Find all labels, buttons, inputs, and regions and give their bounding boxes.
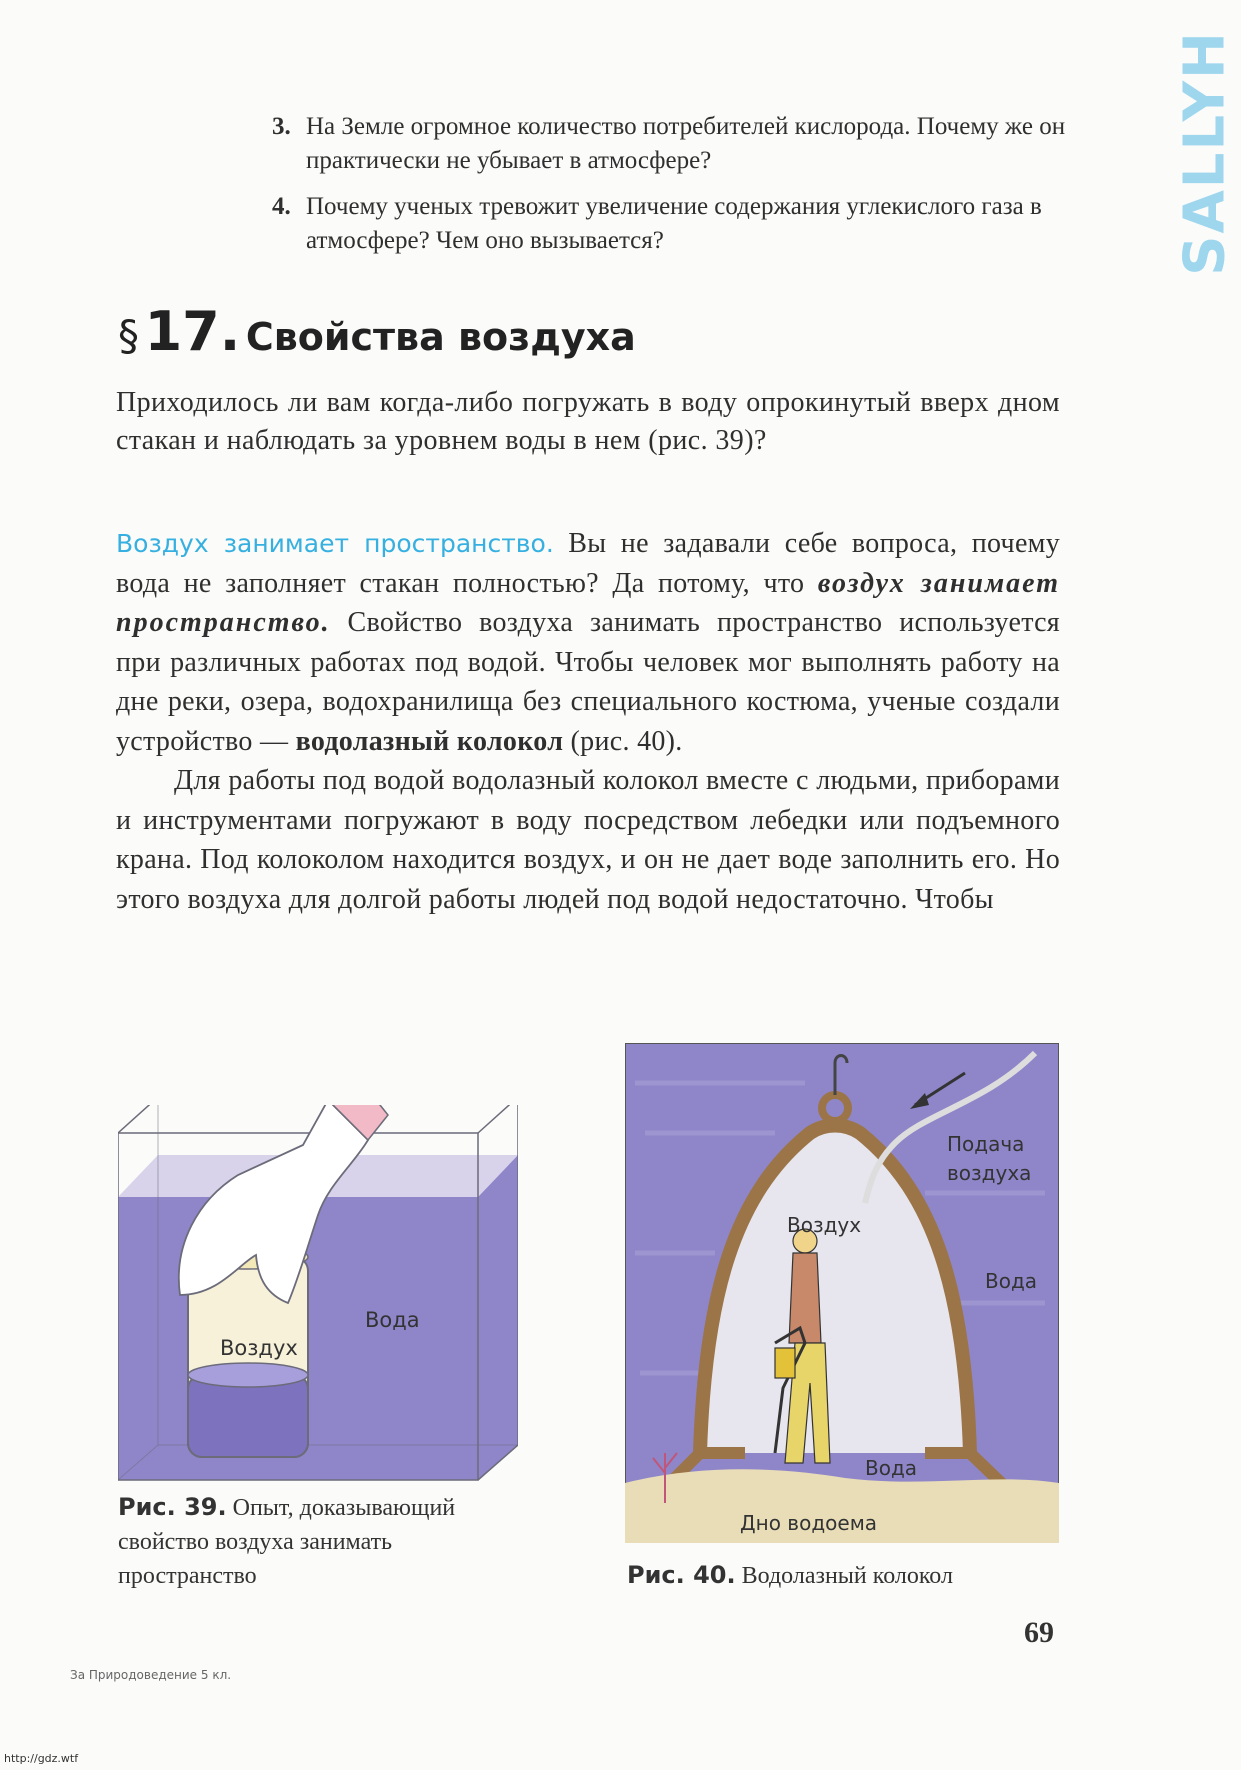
page-number: 69 bbox=[1024, 1616, 1054, 1649]
label-bottom: Дно водоема bbox=[740, 1511, 878, 1535]
question-number: 4. bbox=[272, 193, 291, 220]
section-title: Свойства воздуха bbox=[245, 315, 636, 359]
watermark: SALLYH bbox=[1172, 30, 1238, 276]
label-water-right: Вода bbox=[985, 1269, 1038, 1293]
source-link: http://gdz.wtf bbox=[4, 1752, 79, 1765]
section-heading bbox=[118, 300, 636, 363]
question-number: 3. bbox=[272, 113, 291, 140]
key-term: воздух занимает пространство. bbox=[116, 567, 1060, 638]
caption-text: Опыт, доказывающий свойство воздуха занимать пространство bbox=[118, 1495, 456, 1589]
label-water-bottom: Вода bbox=[865, 1456, 918, 1480]
paragraph-text: Вы не задавали себе вопроса, почему вода не заполняет стакан полностью? Да потому, что bbox=[116, 528, 1060, 599]
intro-paragraph: Приходилось ли вам когда-либо погружать в воду опрокинутый вверх дном стакан и наблюдать за уровнем воды в нем (рис. 39)? bbox=[116, 387, 1060, 456]
figure-39-caption bbox=[118, 1490, 518, 1593]
question-4 bbox=[272, 190, 1072, 258]
subheading: Воздух занимает пространство. bbox=[116, 529, 554, 558]
section-symbol: § bbox=[118, 311, 139, 360]
label-air: Воздух bbox=[787, 1213, 862, 1237]
paragraph-2: Для работы под водой водолазный колокол вместе с людьми, приборами и инструментами погружают в воду посредством лебедки или подъемного крана. Под колоколом находится воздух, и он не дает воде заполнить его. Но этого воздуха для долгой работы людей под водой недостаточно. Чтобы bbox=[116, 765, 1060, 915]
label-air-supply-2: воздуха bbox=[947, 1161, 1032, 1185]
figure-39-labels bbox=[118, 1105, 518, 1490]
label-air-supply-1: Подача bbox=[947, 1132, 1025, 1156]
question-text: Почему ученых тревожит увеличение содержания углекислого газа в атмосфере? Чем оно вызывается? bbox=[306, 193, 1042, 254]
question-text: На Земле огромное количество потребителей кислорода. Почему же он практически не убывает в атмосфере? bbox=[306, 113, 1066, 174]
footer-note: За Природоведение 5 кл. bbox=[70, 1668, 232, 1682]
label-air: Воздух bbox=[220, 1336, 298, 1360]
section-number: 17. bbox=[144, 300, 241, 363]
caption-text: Водолазный колокол bbox=[741, 1563, 953, 1589]
paragraph-text: Свойство воздуха занимать пространство используется при различных работах под водой. Чтобы человек мог выполнять работу на дне реки, озера, водохранилища без специального костюма, ученые создали устройство — bbox=[116, 607, 1060, 757]
label-water: Вода bbox=[365, 1308, 420, 1332]
key-term: водолазный колокол bbox=[295, 725, 564, 757]
caption-number: Рис. 39. bbox=[118, 1493, 227, 1521]
figure-40-labels bbox=[625, 1043, 1059, 1543]
question-3 bbox=[272, 110, 1072, 178]
paragraph-text: (рис. 40). bbox=[570, 725, 683, 757]
body-text bbox=[116, 524, 1060, 919]
caption-number: Рис. 40. bbox=[627, 1561, 736, 1589]
paragraph-1 bbox=[116, 524, 1060, 761]
figure-40-caption bbox=[627, 1558, 1067, 1593]
